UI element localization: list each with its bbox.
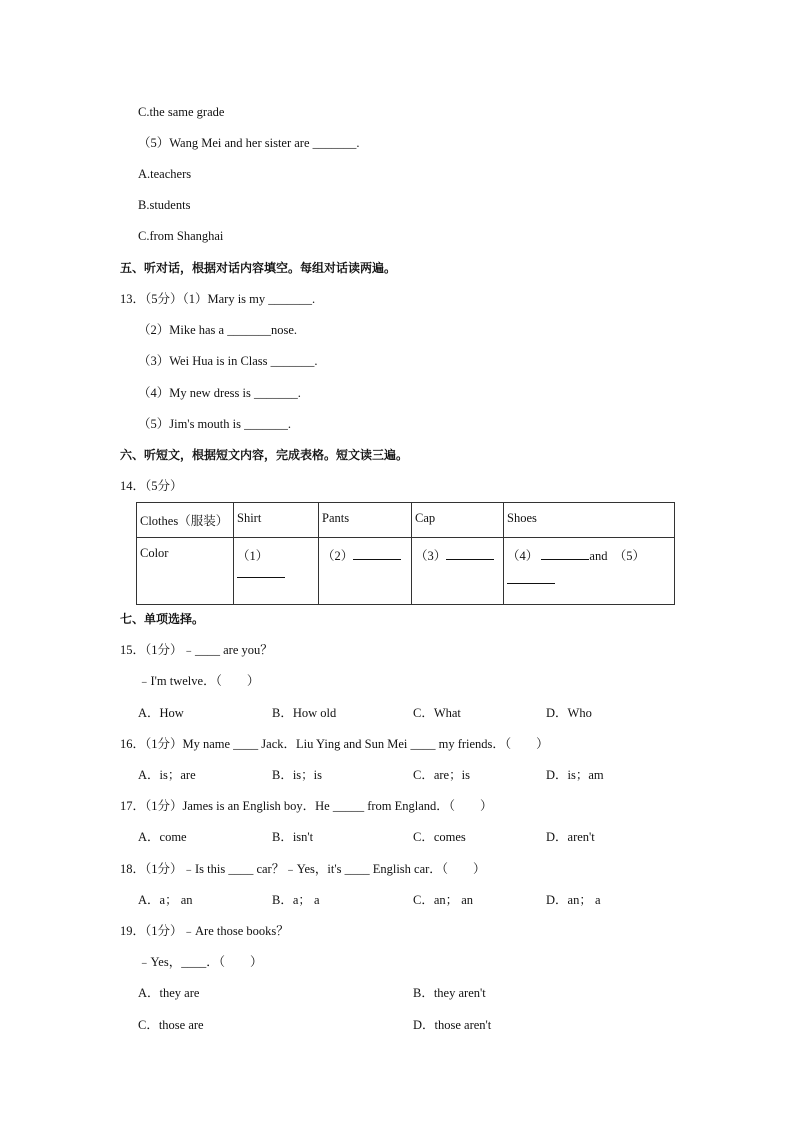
option-b-students: B.students: [138, 198, 191, 212]
table-header-row: [137, 503, 675, 538]
cell-blank-3: （3）: [412, 538, 504, 605]
question-5-stem: （5）Wang Mei and her sister are _______.: [138, 136, 360, 150]
cell-blank-4-5: （4） and （5）: [504, 538, 675, 605]
clothes-color-table: [136, 502, 675, 605]
question-13-4: （4）My new dress is _______.: [138, 386, 301, 400]
question-18-stem: 18．（1分）﹣Is this ____ car？﹣Yes，it's ____ English car．（ ）: [120, 862, 486, 876]
answer-blank: [507, 570, 555, 584]
header-shoes: Shoes: [504, 503, 675, 538]
q16-option-d: D．is；am: [546, 768, 604, 782]
question-13-3: （3）Wei Hua is in Class _______.: [138, 354, 318, 368]
section-6-heading: 六、听短文，根据短文内容，完成表格。短文读三遍。: [120, 448, 409, 462]
cell-blank-2: （2）: [319, 538, 412, 605]
answer-blank: [237, 564, 285, 578]
q18-option-d: D．an； a: [546, 893, 601, 907]
q17-option-b: B．isn't: [272, 830, 314, 844]
question-19-stem: 19．（1分）﹣Are those books？: [120, 924, 289, 938]
question-15-stem: 15．（1分）﹣____ are you？: [120, 643, 273, 657]
question-13-5: （5）Jim's mouth is _______.: [138, 417, 291, 431]
header-cap: Cap: [412, 503, 504, 538]
header-pants: Pants: [319, 503, 412, 538]
q15-option-d: D．Who: [546, 706, 592, 720]
question-19-reply: ﹣Yes，____．（ ）: [138, 955, 263, 969]
q19-option-b: B．they aren't: [413, 986, 486, 1000]
question-13-1: 13．（5分）（1）Mary is my _______.: [120, 292, 316, 306]
answer-blank: [353, 546, 401, 560]
q16-option-a: A．is；are: [138, 768, 196, 782]
answer-blank: [541, 546, 589, 560]
question-13-2: （2）Mike has a _______nose.: [138, 323, 298, 337]
section-7-heading: 七、单项选择。: [120, 612, 205, 626]
q17-option-a: A．come: [138, 830, 187, 844]
q19-option-c: C．those are: [138, 1018, 204, 1032]
q15-option-c: C．What: [413, 706, 461, 720]
q19-option-a: A．they are: [138, 986, 200, 1000]
question-14-stem: 14．（5分）: [120, 479, 183, 493]
q15-option-a: A．How: [138, 706, 184, 720]
row-label-color: Color: [137, 538, 234, 605]
q19-option-d: D．those aren't: [413, 1018, 492, 1032]
cell-blank-1: （1）: [234, 538, 319, 605]
option-a-teachers: A.teachers: [138, 167, 192, 181]
q15-option-b: B．How old: [272, 706, 337, 720]
question-15-reply: ﹣I'm twelve．（ ）: [138, 674, 260, 688]
table-color-row: [137, 538, 675, 605]
question-16-stem: 16．（1分）My name ____ Jack．Liu Ying and Sun Mei ____ my friends．（ ）: [120, 737, 549, 751]
section-5-heading: 五、听对话，根据对话内容填空。每组对话读两遍。: [120, 261, 397, 275]
q18-option-c: C．an； an: [413, 893, 474, 907]
option-c-from-shanghai: C.from Shanghai: [138, 229, 224, 243]
q17-option-c: C．comes: [413, 830, 466, 844]
header-shirt: Shirt: [234, 503, 319, 538]
question-17-stem: 17．（1分）James is an English boy．He _____ from England．（ ）: [120, 799, 493, 813]
header-clothes: Clothes（服装）: [137, 503, 234, 538]
q16-option-b: B．is；is: [272, 768, 323, 782]
option-c-same-grade: C.the same grade: [138, 105, 225, 119]
answer-blank: [446, 546, 494, 560]
q18-option-a: A．a； an: [138, 893, 193, 907]
q18-option-b: B．a； a: [272, 893, 320, 907]
q17-option-d: D．aren't: [546, 830, 595, 844]
q16-option-c: C．are；is: [413, 768, 470, 782]
